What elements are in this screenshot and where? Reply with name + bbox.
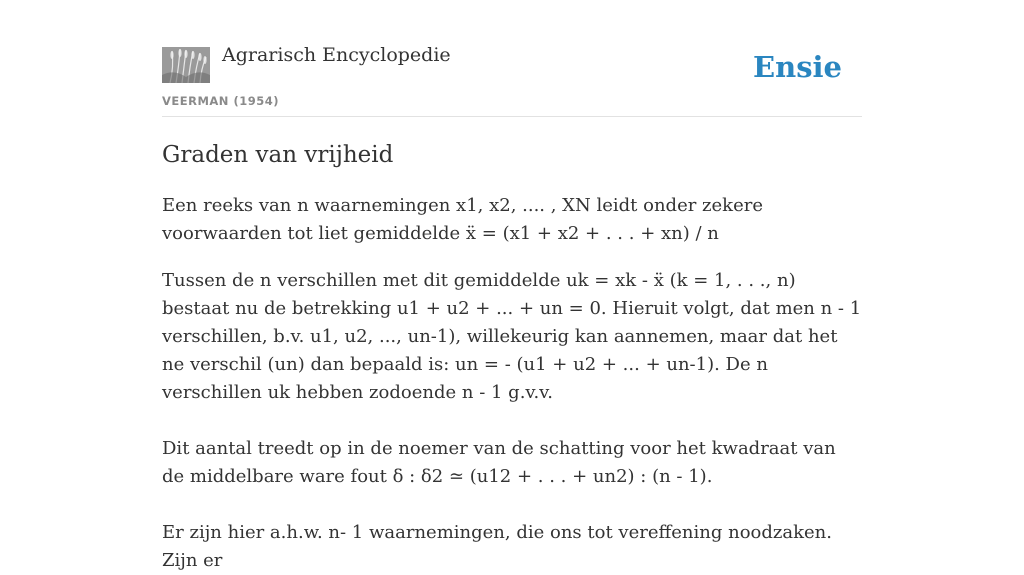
- article-paragraph: Er zijn hier a.h.w. n- 1 waarnemingen, die ons tot vereffening noodzaken. Zijn er: [162, 522, 832, 571]
- wheat-ears-icon[interactable]: [162, 47, 210, 83]
- article-title: Graden van vrijheid: [162, 142, 394, 168]
- article-paragraph: Dit aantal treedt op in de noemer van de schatting voor het kwadraat van de middelbare ware fout δ : δ2 ≃ (u12 + . . . + un2) : (n - 1).: [162, 438, 836, 487]
- source-title[interactable]: Agrarisch Encyclopedie: [222, 44, 451, 66]
- brand-logo-link[interactable]: Ensie: [753, 50, 842, 84]
- article-paragraph: Een reeks van n waarnemingen x1, x2, .... , XN leidt onder zekere voorwaarden tot liet gemiddelde ẍ = (x1 + x2 + . . . + xn) / n: [162, 195, 763, 244]
- header: [162, 0, 862, 117]
- source-subtitle: VEERMAN (1954): [162, 94, 279, 108]
- article-paragraph: Tussen de n verschillen met dit gemiddelde uk = xk - ẍ (k = 1, . . ., n) bestaat nu de betrekking u1 + u2 + ... + un = 0. Hieruit volgt, dat men n - 1 verschillen, b.v. u1, u2, ..., un-1), willekeurig kan aannemen, maar dat het ne verschil (un) dan bepaald is: un = - (u1 + u2 + ... + un-1). De n verschillen uk hebben zodoende n - 1 g.v.v.: [162, 270, 862, 403]
- article: [162, 140, 862, 575]
